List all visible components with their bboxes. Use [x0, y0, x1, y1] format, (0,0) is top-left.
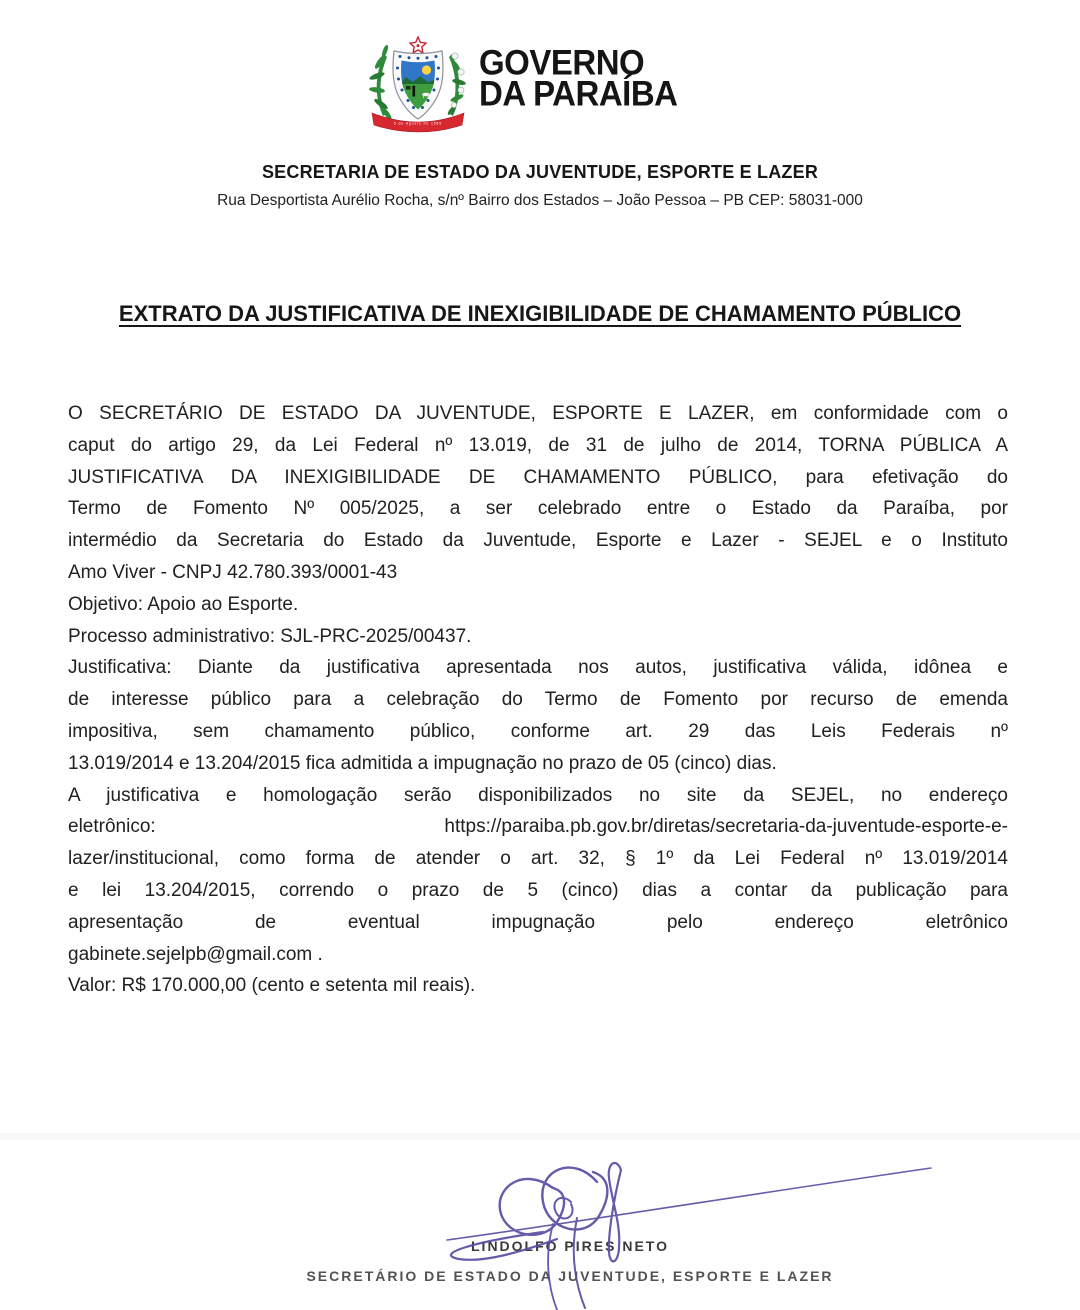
body-line: O SECRETÁRIO DE ESTADO DA JUVENTUDE, ESPORTE E LAZER, em conformidade com o: [68, 403, 1008, 424]
crest-banner-text: 5 de Agosto de 1585: [393, 121, 443, 126]
crest-right-branch: [446, 53, 466, 116]
signatory-role: SECRETÁRIO DE ESTADO DA JUVENTUDE, ESPORTE E LAZER: [306, 1268, 834, 1284]
crest-left-branch: [369, 44, 393, 121]
secretariat-name: SECRETARIA DE ESTADO DA JUVENTUDE, ESPORTE E LAZER: [261, 162, 819, 182]
body-line: 13.019/2014 e 13.204/2015 fica admitida a impugnação no prazo de 05 (cinco) dias.: [68, 752, 777, 774]
handwritten-signature: [425, 1140, 945, 1310]
scan-artifact-band: [0, 1133, 1080, 1140]
wordmark-line-2: DA PARAÍBA: [479, 73, 678, 114]
body-line: lazer/institucional, como forma de atender o art. 32, § 1º da Lei Federal nº 13.019/2014: [68, 848, 1008, 870]
body-line: A justificativa e homologação serão disponibilizados no site da SEJEL, no endereço: [68, 784, 1008, 806]
body-line: e lei 13.204/2015, correndo o prazo de 5 (cinco) dias a contar da publicação para: [68, 879, 1008, 901]
signatory-name: LINDOLFO PIRES NETO: [471, 1238, 669, 1254]
document-body: [68, 398, 1008, 1002]
body-line: Amo Viver - CNPJ 42.780.393/0001-43: [68, 561, 398, 583]
government-wordmark: [479, 42, 678, 114]
body-line: Valor: R$ 170.000,00 (cento e setenta mil reais).: [68, 975, 476, 997]
body-line: impositiva, sem chamamento público, conforme art. 29 das Leis Federais nº: [68, 720, 1008, 742]
body-line: caput do artigo 29, da Lei Federal nº 13.019, de 31 de julho de 2014, TORNA PÚBLICA A: [68, 434, 1008, 456]
paraiba-coat-of-arms-icon: [368, 36, 468, 134]
body-line: Objetivo: Apoio ao Esporte.: [68, 593, 299, 615]
body-line: Processo administrativo: SJL-PRC-2025/00437.: [68, 625, 472, 647]
body-line: intermédio da Secretaria do Estado da Juventude, Esporte e Lazer - SEJEL e o Instituto: [68, 530, 1008, 552]
body-line: gabinete.sejelpb@gmail.com .: [68, 943, 323, 965]
org-header: [0, 162, 1080, 210]
body-line: de interesse público para a celebração do Termo de Fomento por recurso de emenda: [68, 689, 1008, 711]
body-line: apresentação de eventual impugnação pelo endereço eletrônico: [68, 911, 1008, 933]
document-title: EXTRATO DA JUSTIFICATIVA DE INEXIGIBILIDADE DE CHAMAMENTO PÚBLICO: [118, 301, 962, 326]
secretariat-address: Rua Desportista Aurélio Rocha, s/nº Bairro dos Estados – João Pessoa – PB CEP: 58031-000: [217, 192, 863, 209]
body-line: Termo de Fomento Nº 005/2025, a ser celebrado entre o Estado da Paraíba, por: [68, 498, 1008, 520]
wordmark-line-1: GOVERNO: [479, 42, 645, 83]
body-line: JUSTIFICATIVA DA INEXIGIBILIDADE DE CHAMAMENTO PÚBLICO, para efetivação do: [68, 466, 1008, 488]
body-line: eletrônico: https://paraiba.pb.gov.br/diretas/secretaria-da-juventude-esporte-e-: [68, 816, 1008, 838]
body-line: Justificativa: Diante da justificativa apresentada nos autos, justificativa válida, idônea e: [68, 657, 1008, 679]
